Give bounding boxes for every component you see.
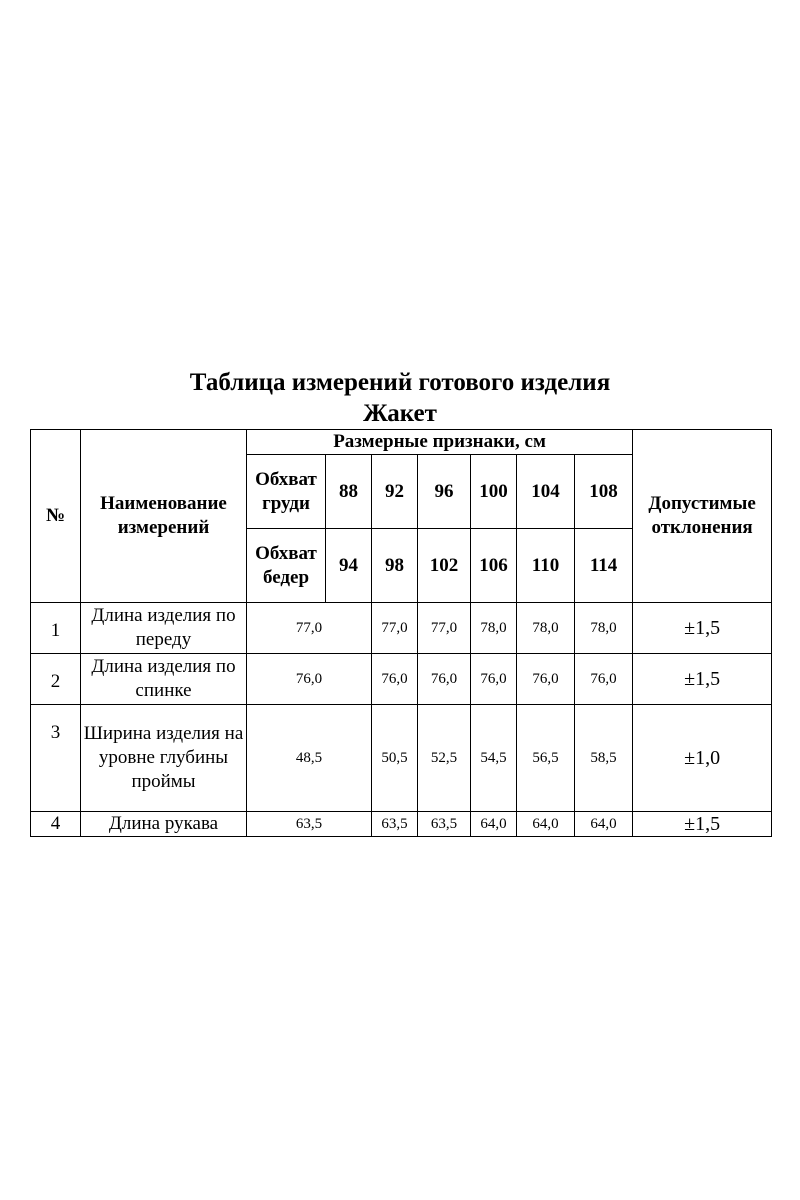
row-value: 64,0: [517, 812, 575, 837]
table-row: [31, 812, 772, 837]
row-name: Длина изделия по спинке: [81, 654, 247, 705]
row-tolerance: ±1,0: [633, 705, 772, 812]
row-value: 76,0: [418, 654, 471, 705]
table-subtitle: Жакет: [363, 400, 437, 427]
row-value: 56,5: [517, 705, 575, 812]
row-value: 52,5: [418, 705, 471, 812]
row-name: Длина рукава: [81, 812, 247, 837]
row-value: 63,5: [247, 812, 372, 837]
row-value: 64,0: [575, 812, 633, 837]
hip-size: 106: [471, 529, 517, 603]
row-value: 63,5: [372, 812, 418, 837]
row-value: 77,0: [372, 603, 418, 654]
header-chest-label: Обхват груди: [247, 455, 326, 529]
row-value: 77,0: [418, 603, 471, 654]
row-name: Длина изделия по переду: [81, 603, 247, 654]
table-row: [31, 603, 772, 654]
row-value: 76,0: [247, 654, 372, 705]
table-title: Таблица измерений готового изделия: [189, 369, 611, 396]
row-value: 48,5: [247, 705, 372, 812]
row-tolerance: ±1,5: [633, 654, 772, 705]
row-value: 76,0: [517, 654, 575, 705]
table-row: [31, 654, 772, 705]
row-tolerance: ±1,5: [633, 603, 772, 654]
row-value: 78,0: [575, 603, 633, 654]
row-value: 50,5: [372, 705, 418, 812]
row-value: 76,0: [471, 654, 517, 705]
row-number: 2: [31, 654, 81, 705]
row-number: 1: [31, 603, 81, 654]
chest-size: 96: [418, 455, 471, 529]
hip-size: 94: [326, 529, 372, 603]
header-hip-label: Обхват бедер: [247, 529, 326, 603]
row-tolerance: ±1,5: [633, 812, 772, 837]
chest-size: 108: [575, 455, 633, 529]
row-number: 4: [31, 812, 81, 837]
header-name: Наименование измерений: [81, 430, 247, 603]
measurements-table: [30, 429, 772, 837]
row-name: Ширина изделия на уровне глубины проймы: [81, 705, 247, 812]
chest-size: 100: [471, 455, 517, 529]
table-row: [31, 705, 772, 812]
header-number: №: [31, 430, 81, 603]
hip-size: 102: [418, 529, 471, 603]
row-value: 64,0: [471, 812, 517, 837]
row-value: 78,0: [517, 603, 575, 654]
row-value: 76,0: [575, 654, 633, 705]
hip-size: 110: [517, 529, 575, 603]
hip-size: 98: [372, 529, 418, 603]
header-tolerance: Допустимые отклонения: [633, 430, 772, 603]
chest-size: 92: [372, 455, 418, 529]
header-size-features: Размерные признаки, см: [247, 430, 633, 455]
chest-size: 104: [517, 455, 575, 529]
hip-size: 114: [575, 529, 633, 603]
row-value: 77,0: [247, 603, 372, 654]
chest-size: 88: [326, 455, 372, 529]
row-value: 54,5: [471, 705, 517, 812]
row-value: 63,5: [418, 812, 471, 837]
row-value: 58,5: [575, 705, 633, 812]
row-value: 78,0: [471, 603, 517, 654]
row-number: 3: [31, 705, 81, 812]
row-value: 76,0: [372, 654, 418, 705]
